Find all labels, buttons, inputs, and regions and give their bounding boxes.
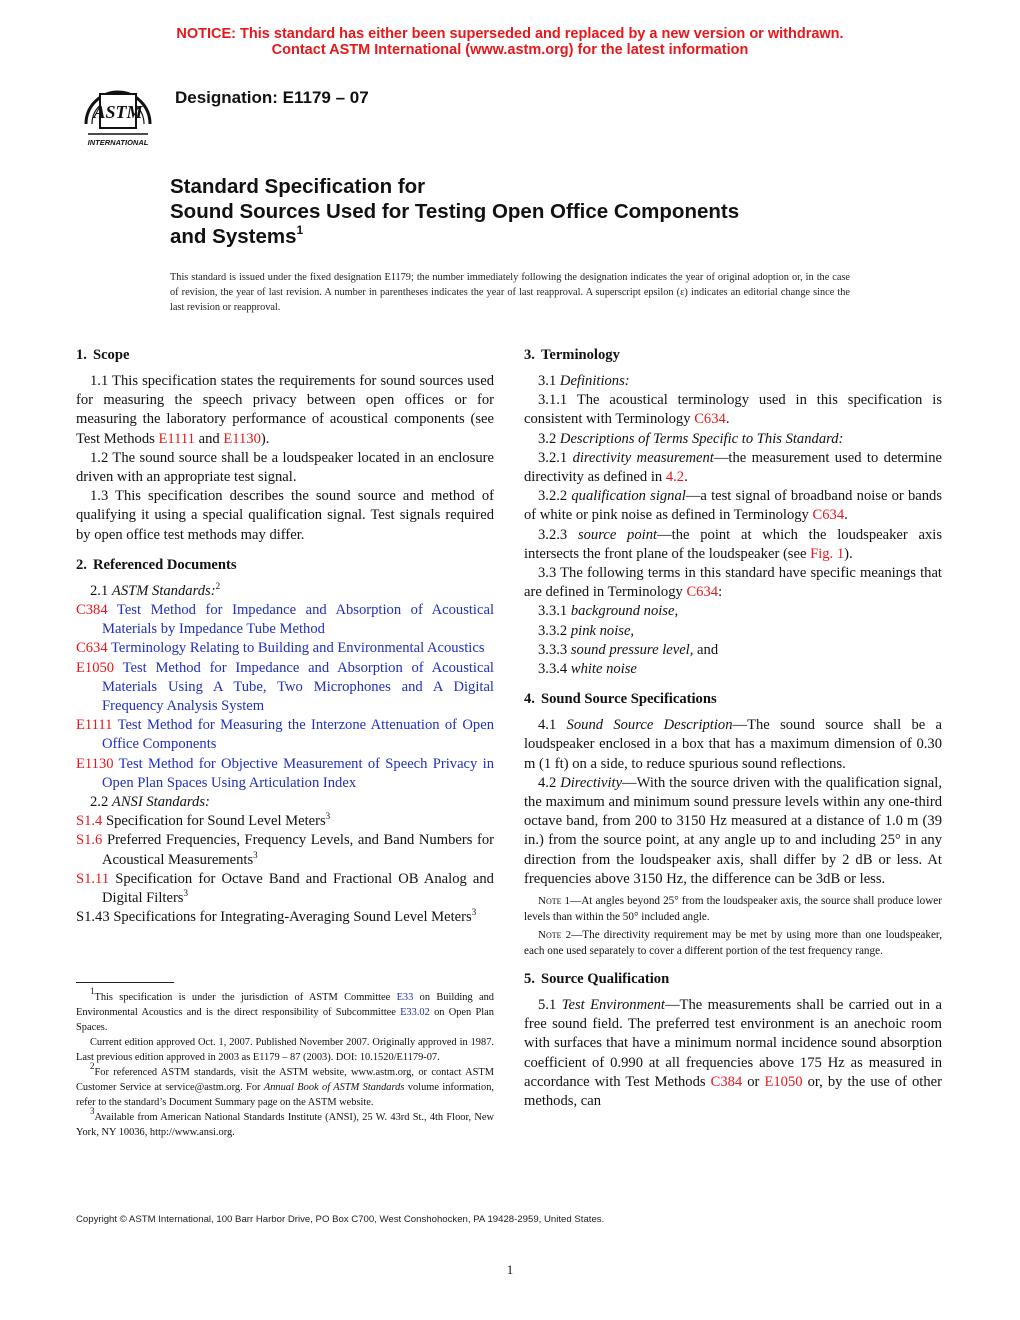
reference-title[interactable]: Test Method for Impedance and Absorption of Acoustical Materials by Impedance Tube Method — [102, 602, 494, 638]
svg-text:INTERNATIONAL: INTERNATIONAL — [87, 138, 149, 147]
link-c634[interactable]: C634 — [686, 584, 719, 601]
footnote-1: $^1$This specification is under the jurisdiction of ASTM Committee E33 on Building and Environmental Acoustics and is the direct responsibility of Subcommittee E33.02 on Open Plan Spaces. — [76, 986, 494, 1033]
copyright: Copyright © ASTM International, 100 Barr Harbor Drive, PO Box C700, West Conshohocken, PA 19428-2959, United States. — [76, 1214, 605, 1225]
reference-title[interactable]: Test Method for Measuring the Interzone Attenuation of Open Office Components — [102, 717, 494, 753]
notice-line-2: Contact ASTM International (www.astm.org) for the latest information — [271, 42, 749, 58]
paragraph-3-2-2: 3.2.2 qualification signal—a test signal of broadband noise or bands of white or pink noise as defined in Terminology C634. — [524, 488, 943, 524]
issuance-note: This standard is issued under the fixed designation E1179; the number immediately following the designation indicates the year of original adoption or, in the case of revision, the year of last revision. A number in parentheses indicates the year of last reapproval. A superscript epsilon (ε) indicates an editorial change since the last revision or reapproval. — [170, 272, 850, 313]
term-item: 3.3.4 white noise — [538, 661, 637, 678]
paragraph-4-1: 4.1 Sound Source Description—The sound source shall be a loudspeaker enclosed in a box that has a maximum dimension of 0.30 m (1 ft) on a side, to reduce spurious sound reflections. — [524, 717, 942, 772]
title-line-1: Standard Specification for — [170, 175, 426, 198]
link-s1-4[interactable]: S1.4 — [76, 813, 103, 830]
section-referenced-documents — [76, 556, 494, 928]
link-fig-1[interactable]: Fig. 1 — [810, 545, 845, 562]
document-title — [170, 174, 870, 249]
title-line-2: Sound Sources Used for Testing Open Office Components — [170, 200, 740, 223]
paragraph-1-3: 1.3 This specification describes the sound source and method of qualifying it using a special qualification signal. Test signals required by open office test methods may differ. — [76, 488, 494, 543]
reference-item: S1.43 Specifications for Integrating-Averaging Sound Level Meters$^3$ — [76, 907, 477, 926]
link-s1-11[interactable]: S1.11 — [76, 870, 110, 887]
section-heading: 2. Referenced Documents — [76, 556, 237, 573]
note-2: Note 2—The directivity requirement may be met by using more than one loudspeaker, each one used separately to cover a different portion of the test frequency range. — [524, 929, 943, 958]
link-e33-02[interactable]: E33.02 — [400, 1007, 430, 1018]
notice-line-1: NOTICE: This standard has either been superseded and replaced by a new version or withdrawn. — [176, 26, 844, 42]
reference-item — [76, 755, 494, 793]
section-heading: 4. Sound Source Specifications — [524, 691, 717, 708]
link-e1050[interactable]: E1050 — [76, 659, 115, 676]
paragraph-1-1: 1.1 This specification states the requirements for sound sources used for measuring the speech privacy between open offices or for measuring the laboratory performance of acoustical components (see Test Methods E1111 and E1130). — [76, 373, 494, 447]
reference-title[interactable]: Test Method for Objective Measurement of Speech Privacy in Open Plan Spaces Using Articulation Index — [102, 755, 494, 791]
reference-item — [76, 639, 494, 658]
paragraph-5-1: 5.1 Test Environment—The measurements shall be carried out in a free sound field. The preferred test environment is an anechoic room with surfaces that have a minimum normal incidence sound absorption coefficient of 0.990 at all frequencies above 175 Hz as measured in accordance with Test Methods C384 or E1050 or, by the use of other methods, can — [524, 997, 943, 1110]
designation: Designation: E1179 – 07 — [175, 88, 369, 107]
paragraph-4-2: 4.2 Directivity—With the source driven with the qualification signal, the maximum and minimum sound pressure levels within any one-third octave band, from 200 to 3150 Hz measured at a distance of 1.0 m (39 in.) from the source point, at any angle up to and including 25° in any direction from the loudspeaker axis, shall differ by 2 dB or less. At frequencies above 3150 Hz, the difference can be 3dB or less. — [524, 774, 942, 887]
section-source-qualification — [524, 970, 942, 1111]
term-item: 3.3.2 pink noise, — [538, 622, 635, 639]
section-heading: 5. Source Qualification — [524, 971, 670, 988]
link-c384[interactable]: C384 — [710, 1073, 743, 1090]
right-column — [524, 346, 942, 1122]
title-footnote-mark: 1 — [296, 223, 304, 237]
link-e33[interactable]: E33 — [396, 992, 414, 1003]
paragraph-3-2: 3.2 Descriptions of Terms Specific to This Standard: — [538, 430, 844, 447]
paragraph-3-1: 3.1 Definitions: — [538, 373, 630, 389]
footnote-1-edition: Current edition approved Oct. 1, 2007. Published November 2007. Originally approved in 1987. Last previous edition approved in 2003 as E1179 – 87 (2003). DOI: 10.1520/E1179-07. — [76, 1037, 494, 1063]
ansi-standards-label: 2.2 ANSI Standards: — [90, 794, 210, 811]
astm-logo — [76, 74, 160, 150]
note-1: Note 1—At angles beyond 25° from the loudspeaker axis, the source shall produce lower levels than within the 50° included angle. — [524, 895, 943, 924]
section-sound-source-specifications — [524, 690, 942, 959]
svg-text:ASTM: ASTM — [93, 102, 143, 122]
withdrawal-notice — [0, 26, 1020, 58]
reference-item — [76, 716, 494, 754]
term-item: 3.3.3 sound pressure level, and — [538, 641, 719, 658]
reference-item: S1.6 Preferred Frequencies, Frequency Levels, and Band Numbers for Acoustical Measurements$^3$ — [76, 832, 494, 868]
link-c384[interactable]: C384 — [76, 602, 108, 619]
page-number: 1 — [506, 1262, 514, 1277]
section-heading: 1. Scope — [76, 347, 130, 363]
link-e1050[interactable]: E1050 — [764, 1073, 803, 1090]
term-item: 3.3.1 background noise, — [538, 603, 679, 620]
footnote-divider — [76, 982, 174, 983]
link-e1130[interactable]: E1130 — [76, 755, 114, 772]
footnotes — [76, 986, 494, 1140]
footnote-3: $^3$Available from American National Standards Institute (ANSI), 25 W. 43rd St., 4th Floor, New York, NY 10036, http://www.ansi.org. — [76, 1106, 494, 1138]
reference-item: S1.4 Specification for Sound Level Meters$^3$ — [76, 811, 331, 830]
astm-standards-label: 2.1 ASTM Standards:$^2$ — [90, 580, 221, 599]
section-heading: 3. Terminology — [524, 347, 620, 363]
paragraph-3-2-3: 3.2.3 source point—the point at which the loudspeaker axis intersects the front plane of the loudspeaker (see Fig. 1). — [524, 526, 943, 562]
reference-code: S1.43 — [76, 909, 110, 926]
link-e1130[interactable]: E1130 — [223, 430, 261, 447]
footnote-2: $^2$For referenced ASTM standards, visit the ASTM website, www.astm.org, or contact ASTM Customer Service at service@astm.org. For Annual Book of ASTM Standards volume information, refer to the standard’s Document Summary page on the ASTM website. — [76, 1061, 494, 1108]
section-scope — [76, 346, 494, 545]
link-s1-6[interactable]: S1.6 — [76, 832, 103, 849]
link-c634[interactable]: C634 — [812, 507, 845, 524]
paragraph-3-3: 3.3 The following terms in this standard have specific meanings that are defined in Terminology C634: — [524, 565, 942, 601]
astm-logo-icon — [76, 74, 160, 150]
paragraph-1-2: 1.2 The sound source shall be a loudspeaker located in an enclosure driven with an appropriate test signal. — [76, 449, 494, 486]
reference-title[interactable]: Test Method for Impedance and Absorption of Acoustical Materials Using A Tube, Two Microphones and A Digital Frequency Analysis System — [102, 659, 494, 715]
link-e1111[interactable]: E1111 — [76, 717, 113, 734]
reference-title[interactable]: Terminology Relating to Building and Environmental Acoustics — [111, 640, 485, 657]
link-section-4-2[interactable]: 4.2 — [665, 469, 685, 486]
title-line-3: and Systems — [170, 225, 297, 248]
link-e1111[interactable]: E1111 — [158, 430, 195, 447]
paragraph-3-1-1: 3.1.1 The acoustical terminology used in this specification is consistent with Terminology C634. — [524, 392, 942, 428]
paragraph-3-2-1: 3.2.1 directivity measurement—the measurement used to determine directivity as defined in 4.2. — [524, 449, 942, 486]
link-c634[interactable]: C634 — [76, 640, 108, 657]
reference-item: S1.11 Specification for Octave Band and Fractional OB Analog and Digital Filters$^3$ — [76, 870, 494, 907]
reference-item — [76, 601, 494, 639]
section-terminology — [524, 346, 942, 679]
left-column — [76, 346, 494, 938]
link-c634[interactable]: C634 — [694, 411, 726, 428]
reference-item — [76, 659, 494, 717]
